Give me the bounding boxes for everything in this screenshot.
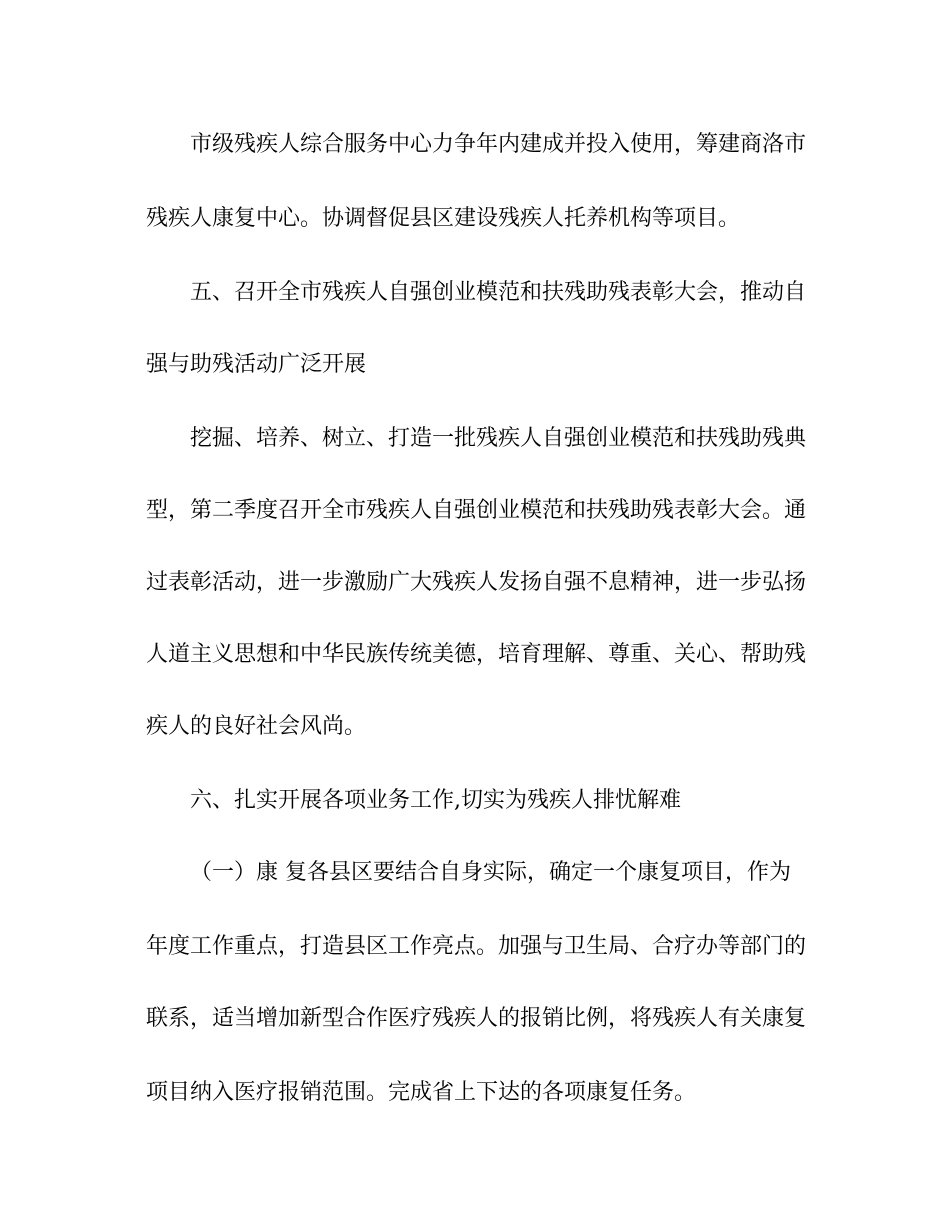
paragraph-line-9: 联系，适当增加新型合作医疗残疾人的报销比例，将残疾人有关康复	[146, 1006, 807, 1031]
paragraph-line-3: 挖掘、培养、树立、打造一批残疾人自强创业模范和扶残助残典	[190, 426, 807, 451]
paragraph-line-6: 人道主义思想和中华民族传统美德，培育理解、尊重、关心、帮助残	[146, 642, 807, 667]
paragraph-line-5: 过表彰活动，进一步激励广大残疾人发扬自强不息精神，进一步弘扬	[146, 570, 807, 595]
section-heading-5-line-2: 强与助残活动广泛开展	[146, 352, 367, 377]
paragraph-line-1: 市级残疾人综合服务中心力争年内建成并投入使用，筹建商洛市	[190, 132, 807, 157]
paragraph-line-10: 项目纳入医疗报销范围。完成省上下达的各项康复任务。	[146, 1080, 697, 1105]
paragraph-line-4: 型，第二季度召开全市残疾人自强创业模范和扶残助残表彰大会。通	[146, 498, 807, 523]
subsection-1-line-1: （一）康 复各县区要结合自身实际，确定一个康复项目，作为	[190, 860, 791, 885]
section-heading-5-line-1: 五、召开全市残疾人自强创业模范和扶残助残表彰大会，推动自	[190, 280, 807, 305]
section-heading-6: 六、扎实开展各项业务工作,切实为残疾人排忧解难	[190, 788, 681, 813]
paragraph-line-2: 残疾人康复中心。协调督促县区建设残疾人托养机构等项目。	[146, 206, 741, 231]
paragraph-line-8: 年度工作重点，打造县区工作亮点。加强与卫生局、合疗办等部门的	[146, 934, 807, 959]
paragraph-line-7: 疾人的良好社会风尚。	[146, 714, 367, 739]
